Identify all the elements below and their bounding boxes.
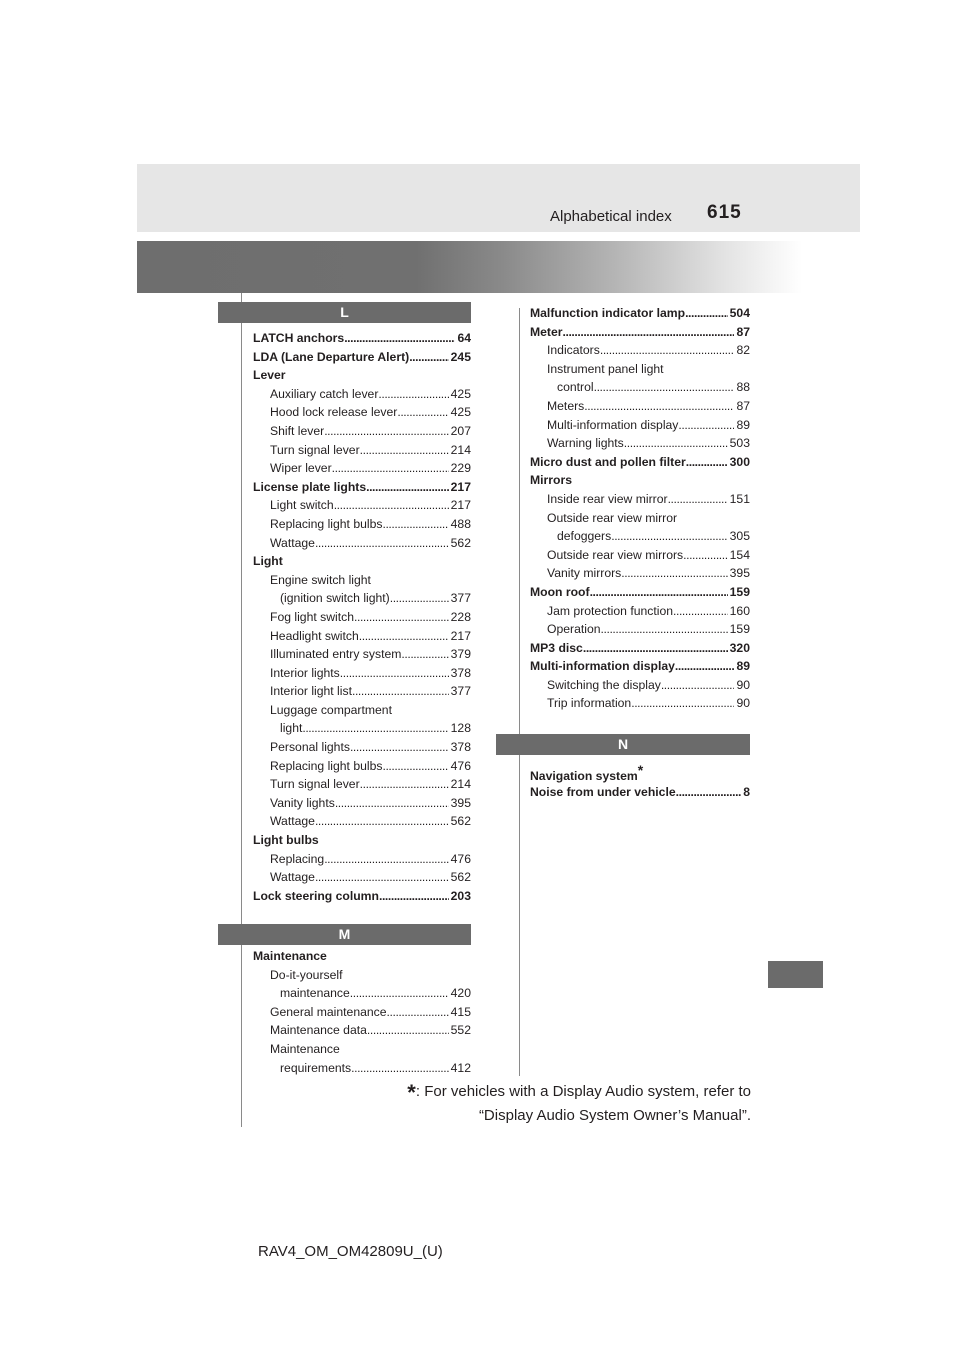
entry-label: Fog light switch xyxy=(270,609,354,624)
index-entry[interactable] xyxy=(530,397,750,416)
entry-label: Meter xyxy=(530,324,563,339)
entry-label: Micro dust and pollen filter xyxy=(530,454,686,469)
index-entry[interactable] xyxy=(530,509,750,528)
entry-page: 64 xyxy=(457,331,471,345)
entry-label: Operation xyxy=(547,622,601,637)
footnote-line1: : For vehicles with a Display Audio system, refer to xyxy=(415,1083,751,1100)
index-entry[interactable] xyxy=(253,534,471,553)
entry-label: requirements xyxy=(280,1060,352,1075)
entry-page: 504 xyxy=(729,306,750,320)
section-header-m: M xyxy=(218,924,471,945)
entry-label: Indicators xyxy=(547,343,600,358)
index-entry[interactable] xyxy=(530,620,750,639)
index-entry[interactable] xyxy=(253,682,471,701)
entry-page: 320 xyxy=(729,640,750,655)
entry-page: 128 xyxy=(450,721,471,736)
entry-label: Mirrors xyxy=(530,473,572,488)
index-entry[interactable] xyxy=(253,515,471,534)
entry-page: 300 xyxy=(729,454,750,469)
entry-page: 377 xyxy=(450,684,471,699)
index-entry[interactable] xyxy=(530,416,750,435)
index-entry[interactable] xyxy=(530,490,750,509)
entry-label: Malfunction indicator lamp xyxy=(530,306,686,320)
entry-label: Wiper lever xyxy=(270,461,332,476)
thumb-index-tab xyxy=(768,961,823,988)
index-entry[interactable] xyxy=(253,947,471,966)
entry-label: Outside rear view mirror xyxy=(547,510,678,525)
entry-label: Do-it-yourself xyxy=(270,967,343,982)
entry-label: Multi-information display xyxy=(530,659,675,674)
entry-label: Replacing xyxy=(270,851,325,866)
entry-page: 214 xyxy=(450,442,471,457)
index-entry[interactable] xyxy=(530,602,750,621)
entry-page: 476 xyxy=(450,758,471,773)
page-number: 615 xyxy=(707,202,742,223)
entry-label: Maintenance xyxy=(270,1041,340,1056)
footnote-asterisk: * xyxy=(407,1080,416,1105)
index-entry[interactable] xyxy=(530,323,750,342)
entry-page: 203 xyxy=(450,888,471,903)
index-column-left-l xyxy=(253,329,471,905)
index-entry[interactable] xyxy=(253,496,471,515)
entry-label: Hood lock release lever xyxy=(270,405,398,420)
entry-label: maintenance xyxy=(280,986,350,1001)
index-entry[interactable] xyxy=(530,676,750,695)
entry-page: 8 xyxy=(743,785,750,799)
index-entry[interactable] xyxy=(253,887,471,906)
entry-page: 488 xyxy=(450,516,471,531)
entry-label: Vanity lights xyxy=(270,795,335,810)
index-entry[interactable] xyxy=(253,831,471,850)
entry-page: 412 xyxy=(450,1060,471,1075)
entry-label: Switching the display xyxy=(547,677,661,692)
index-entry[interactable] xyxy=(530,434,750,453)
entry-page: 160 xyxy=(729,603,750,618)
entry-page: 207 xyxy=(450,423,471,438)
entry-label: Replacing light bulbs xyxy=(270,516,383,531)
entry-page: 217 xyxy=(450,498,471,513)
entry-label: Maintenance data xyxy=(270,1023,367,1038)
index-entry[interactable] xyxy=(253,385,471,404)
entry-label: LATCH anchors xyxy=(253,331,345,345)
index-entry[interactable] xyxy=(253,966,471,985)
index-entry[interactable] xyxy=(253,664,471,683)
index-entry[interactable] xyxy=(253,608,471,627)
index-column-left-m xyxy=(253,947,471,1077)
entry-page: 154 xyxy=(729,547,750,562)
entry-label: Light switch xyxy=(270,498,334,513)
index-entry[interactable] xyxy=(253,441,471,460)
entry-label: Interior lights xyxy=(270,665,340,680)
index-entry[interactable] xyxy=(253,1021,471,1040)
page-title: Alphabetical index xyxy=(550,208,672,225)
index-entry[interactable] xyxy=(253,571,471,590)
index-entry[interactable] xyxy=(253,348,471,367)
index-entry[interactable] xyxy=(253,627,471,646)
entry-page: 503 xyxy=(729,436,750,451)
entry-page: 562 xyxy=(450,535,471,550)
entry-label: Interior light list xyxy=(270,684,352,699)
entry-page: 90 xyxy=(736,677,750,692)
header-gradient-band xyxy=(137,241,802,293)
entry-page: 90 xyxy=(736,696,750,711)
entry-label: Navigation system xyxy=(530,769,638,784)
entry-page: 562 xyxy=(450,814,471,829)
entry-label: Moon roof xyxy=(530,584,590,599)
entry-label: Wattage xyxy=(270,870,315,885)
index-entry[interactable] xyxy=(530,471,750,490)
index-entry[interactable] xyxy=(530,639,750,658)
index-entry[interactable] xyxy=(253,757,471,776)
entry-page: 87 xyxy=(736,398,750,413)
index-entry[interactable] xyxy=(253,775,471,794)
index-entry-noise[interactable] xyxy=(530,783,750,802)
entry-page: 395 xyxy=(450,795,471,810)
entry-label: Wattage xyxy=(270,535,315,550)
index-entry[interactable] xyxy=(530,564,750,583)
entry-label: Lever xyxy=(253,368,286,383)
entry-label: LDA (Lane Departure Alert) xyxy=(253,349,410,364)
entry-page: 378 xyxy=(450,665,471,680)
entry-page: 245 xyxy=(450,349,471,364)
entry-page: 228 xyxy=(450,609,471,624)
entry-page: 415 xyxy=(450,1004,471,1019)
index-entry[interactable] xyxy=(530,527,750,546)
entry-label: Replacing light bulbs xyxy=(270,758,383,773)
entry-page: 89 xyxy=(736,417,750,432)
entry-page: 420 xyxy=(450,986,471,1001)
index-entry[interactable] xyxy=(530,341,750,360)
entry-label: Vanity mirrors xyxy=(547,566,622,581)
entry-label: Light bulbs xyxy=(253,833,319,848)
index-entry[interactable] xyxy=(530,304,750,323)
index-entry[interactable] xyxy=(253,329,471,348)
index-entry[interactable] xyxy=(253,1040,471,1059)
index-entry[interactable] xyxy=(253,719,471,738)
entry-label: Shift lever xyxy=(270,423,325,438)
document-id: RAV4_OM_OM42809U_(U) xyxy=(258,1243,443,1260)
index-entry[interactable] xyxy=(253,422,471,441)
footnote-line2: “Display Audio System Owner’s Manual”. xyxy=(478,1107,751,1124)
entry-page: 217 xyxy=(450,628,471,643)
entry-page: 377 xyxy=(450,591,471,606)
entry-label: Personal lights xyxy=(270,740,350,755)
entry-page: 159 xyxy=(729,622,750,637)
entry-label: Trip information xyxy=(547,696,632,711)
entry-label: Auxiliary catch lever xyxy=(270,386,379,401)
entry-label: Engine switch light xyxy=(270,572,371,587)
entry-page: 217 xyxy=(450,479,471,494)
index-entry[interactable] xyxy=(253,812,471,831)
index-entry[interactable] xyxy=(253,1003,471,1022)
index-entry[interactable] xyxy=(530,657,750,676)
entry-label: Jam protection function xyxy=(547,603,674,618)
entry-page: 425 xyxy=(450,386,471,401)
entry-label: Wattage xyxy=(270,814,315,829)
index-entry[interactable] xyxy=(253,478,471,497)
entry-page: 151 xyxy=(729,491,750,506)
entry-label: Meters xyxy=(547,398,585,413)
entry-page: 379 xyxy=(450,647,471,662)
index-entry[interactable] xyxy=(253,738,471,757)
entry-label: Instrument panel light xyxy=(547,361,664,376)
entry-label: Inside rear view mirror xyxy=(547,491,668,506)
entry-page: 88 xyxy=(736,380,750,395)
entry-page: 82 xyxy=(736,343,750,358)
index-column-right xyxy=(530,304,750,713)
index-entry[interactable] xyxy=(253,459,471,478)
footnote-marker: * xyxy=(637,762,644,778)
entry-label: Illuminated entry system xyxy=(270,647,402,662)
entry-label: Warning lights xyxy=(547,436,624,451)
entry-label: General maintenance xyxy=(270,1004,387,1019)
entry-label: Luggage compartment xyxy=(270,702,392,717)
entry-label: control xyxy=(557,380,594,395)
entry-label: Multi-information display xyxy=(547,417,679,432)
footnote xyxy=(392,1080,751,1127)
entry-label: Outside rear view mirrors xyxy=(547,547,684,562)
entry-page: 159 xyxy=(729,584,750,599)
entry-page: 229 xyxy=(450,461,471,476)
entry-page: 425 xyxy=(450,405,471,420)
index-entry[interactable] xyxy=(253,552,471,571)
entry-label: Maintenance xyxy=(253,949,327,963)
index-entry[interactable] xyxy=(530,694,750,713)
header-band xyxy=(137,164,860,232)
entry-page: 89 xyxy=(736,659,750,674)
index-entry[interactable] xyxy=(530,453,750,472)
index-entry[interactable] xyxy=(253,868,471,887)
entry-label: Turn signal lever xyxy=(270,442,360,457)
entry-label: Turn signal lever xyxy=(270,777,360,792)
index-entry[interactable] xyxy=(253,1059,471,1078)
entry-label: License plate lights xyxy=(253,479,367,494)
index-entry[interactable] xyxy=(530,583,750,602)
column-divider-line xyxy=(519,308,520,1076)
entry-page: 395 xyxy=(729,566,750,581)
section-header-l: L xyxy=(218,302,471,323)
entry-label: MP3 disc xyxy=(530,640,583,655)
index-entry[interactable] xyxy=(253,403,471,422)
entry-page: 378 xyxy=(450,740,471,755)
entry-page: 305 xyxy=(729,529,750,544)
index-entry[interactable] xyxy=(530,378,750,397)
index-entry[interactable] xyxy=(253,645,471,664)
entry-label: (ignition switch light) xyxy=(280,591,390,606)
entry-label: defoggers xyxy=(557,529,612,544)
index-entry-navigation-system[interactable] xyxy=(530,762,643,783)
section-header-n: N xyxy=(496,734,750,755)
entry-page: 87 xyxy=(736,324,750,339)
index-entry[interactable] xyxy=(530,360,750,379)
entry-label: Lock steering column xyxy=(253,888,379,903)
index-entry[interactable] xyxy=(253,794,471,813)
entry-page: 214 xyxy=(450,777,471,792)
index-entry[interactable] xyxy=(253,984,471,1003)
entry-label: Headlight switch xyxy=(270,628,359,643)
left-margin-line xyxy=(241,293,242,1127)
index-entry[interactable] xyxy=(253,589,471,608)
entry-page: 562 xyxy=(450,870,471,885)
index-entry[interactable] xyxy=(530,546,750,565)
index-entry[interactable] xyxy=(253,366,471,385)
entry-page: 476 xyxy=(450,851,471,866)
entry-page: 552 xyxy=(450,1023,471,1038)
entry-label: Light xyxy=(253,554,283,569)
entry-label: Noise from under vehicle xyxy=(530,785,676,799)
entry-label: light xyxy=(280,721,303,736)
index-entry[interactable] xyxy=(253,701,471,720)
index-entry[interactable] xyxy=(253,850,471,869)
